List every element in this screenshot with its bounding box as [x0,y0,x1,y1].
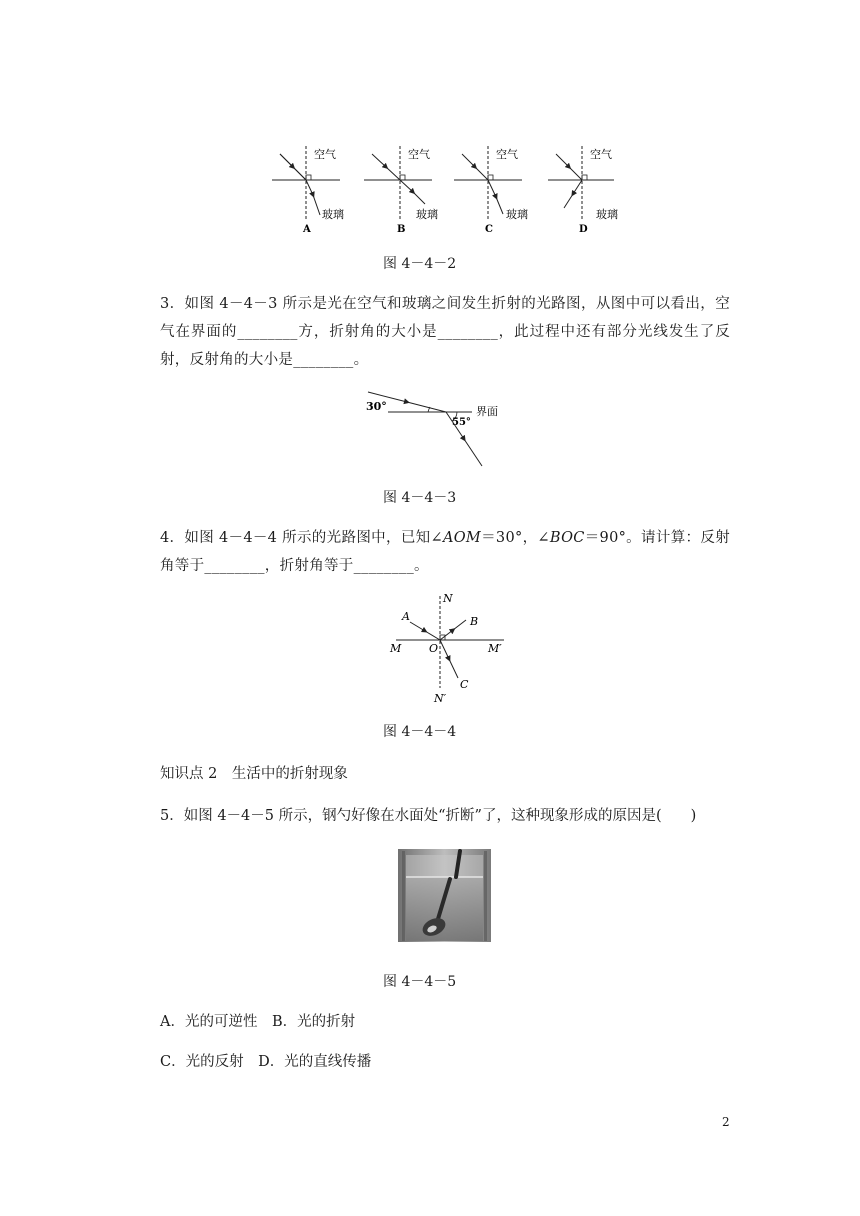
svg-text:空气: 空气 [496,148,518,161]
diagram-a [272,146,344,235]
figure-caption-4-4-5: 图 4－4－5 [383,974,457,990]
svg-text:玻璃: 玻璃 [322,208,344,221]
svg-text:A: A [303,224,311,235]
page-number: 2 [722,1115,730,1129]
figure-4-4-2 [260,140,630,240]
figure-caption-4-4-4: 图 4－4－4 [383,724,457,740]
q4-mid1: ＝30°，∠ [481,530,550,546]
svg-text:空气: 空气 [314,148,336,161]
svg-text:A: A [402,610,410,623]
svg-text:空气: 空气 [590,148,612,161]
svg-text:C: C [485,224,493,235]
q4-prefix: 4．如图 4－4－4 所示的光路图中，已知∠ [160,530,443,546]
q4-mid2: ＝90°。请计算：反射角等于________，折射角等于________。 [160,530,730,574]
svg-text:B: B [470,615,479,628]
diagram-b [364,146,438,235]
svg-text:55°: 55° [452,417,471,428]
svg-text:空气: 空气 [408,148,430,161]
question-5: 5．如图 4－4－5 所示，钢勺好像在水面处“折断”了，这种现象形成的原因是( ) [160,808,697,824]
figure-4-4-3 [360,382,510,472]
figure-caption-4-4-3: 图 4－4－3 [383,490,457,506]
svg-text:界面: 界面 [476,405,498,418]
figure-4-4-5-photo [398,849,491,942]
question-4 [160,524,730,580]
figure-caption-4-4-2: 图 4－4－2 [383,256,457,272]
choices-line-2: C．光的反射 D．光的直线传播 [160,1054,372,1070]
svg-text:M: M [390,642,402,655]
svg-text:C: C [460,678,469,691]
svg-text:玻璃: 玻璃 [416,208,438,221]
svg-text:O: O [429,642,439,655]
svg-text:玻璃: 玻璃 [506,208,528,221]
svg-text:M′: M′ [488,642,502,655]
diagram-d [548,146,618,235]
diagram-c [454,146,528,235]
svg-text:30°: 30° [366,400,387,413]
question-3: 3．如图 4－4－3 所示是光在空气和玻璃之间发生折射的光路图，从图中可以看出，空气在界面的________方，折射角的大小是________，此过程中还有部分光线发生了反射，反射角的大小是________。 [160,296,730,368]
svg-text:玻璃: 玻璃 [596,208,618,221]
svg-text:B: B [397,224,406,235]
figure-4-4-4 [380,592,540,710]
svg-text:D: D [579,224,588,235]
svg-text:N′: N′ [434,692,447,705]
section-heading: 知识点 2 生活中的折射现象 [160,766,348,782]
choices-line-1: A．光的可逆性 B．光的折射 [160,1014,356,1030]
svg-text:N: N [443,592,453,605]
q4-boc: BOC [549,530,585,546]
q4-aom: AOM [442,530,482,546]
